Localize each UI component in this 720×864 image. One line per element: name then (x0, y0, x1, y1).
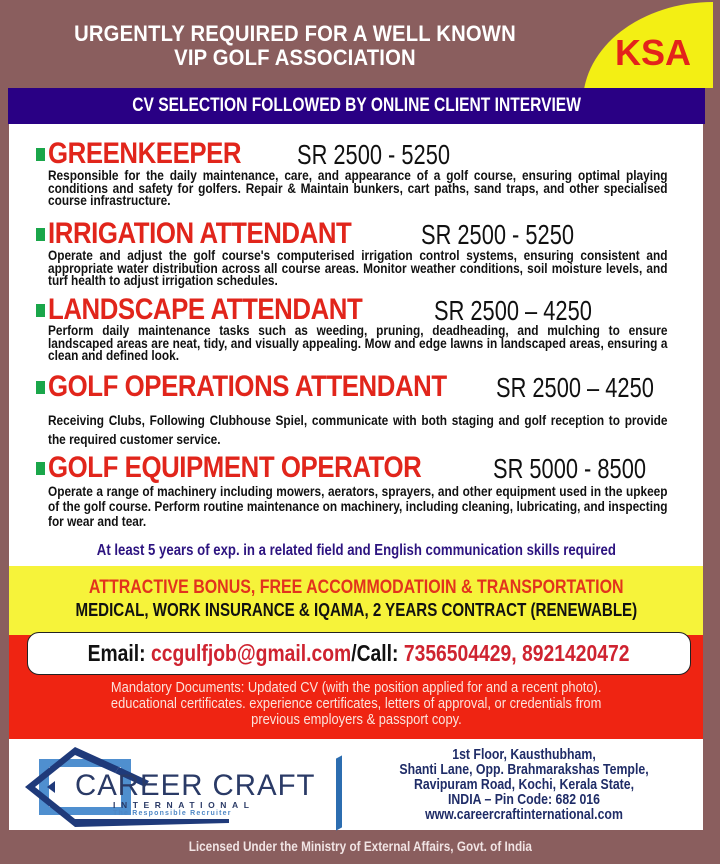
green-bullet-icon (36, 148, 45, 161)
job-title: IRRIGATION ATTENDANT (48, 217, 352, 250)
address-line-3: Ravipuram Road, Kochi, Kerala State, (413, 776, 635, 793)
address-line-4: INDIA – Pin Code: 682 016 (448, 791, 600, 808)
job-item-irrigation-attendant (9, 216, 703, 288)
documents-line-3: previous employers & passport copy. (250, 711, 462, 728)
company-tagline: The Responsible Recruiter (113, 810, 232, 817)
company-logo (19, 747, 316, 827)
experience-requirement-text: At least 5 years of exp. in a related field and English communication skills required (96, 542, 616, 559)
benefits-line-2 (9, 600, 703, 621)
benefits-line-2-text: MEDICAL, WORK INSURANCE & IQAMA, 2 YEARS CONTRACT (RENEWABLE) (75, 600, 637, 620)
license-notice (0, 838, 720, 854)
job-salary: SR 2500 - 5250 (421, 219, 574, 250)
contact-separator: / (351, 640, 358, 666)
documents-line-1: Mandatory Documents: Updated CV (with the position applied for and a recent photo). (110, 679, 602, 696)
job-item-golf-operations-attendant (9, 369, 703, 447)
job-title: LANDSCAPE ATTENDANT (48, 293, 363, 326)
headline (24, 22, 567, 70)
job-item-golf-equipment-operator (9, 450, 703, 529)
contact-box (27, 632, 691, 675)
green-bullet-icon (36, 381, 45, 394)
address-line-2: Shanti Lane, Opp. Brahmarakshas Temple, (399, 761, 649, 778)
green-bullet-icon (36, 304, 45, 317)
headline-line-2: VIP GOLF ASSOCIATION (174, 45, 416, 70)
headline-line-1: URGENTLY REQUIRED FOR A WELL KNOWN (74, 21, 516, 46)
job-title: GOLF EQUIPMENT OPERATOR (48, 451, 422, 484)
job-description: Receiving Clubs, Following Clubhouse Spiel, communicate with both staging and golf reception to provide the required customer service. (48, 413, 668, 447)
job-item-greenkeeper (9, 136, 703, 208)
website-link[interactable]: www.careercraftinternational.com (425, 806, 623, 823)
job-title: GOLF OPERATIONS ATTENDANT (48, 370, 447, 403)
email-label: Email: (88, 640, 152, 666)
job-item-landscape-attendant (9, 292, 703, 363)
green-bullet-icon (36, 462, 45, 475)
job-description: Perform daily maintenance tasks such as weeding, pruning, deadheading, and mulching to ensure landscaped areas are neat, tidy, and visually appealing. Mow and edge lawns in landscaped areas, ensuring a clean and defined look. (48, 323, 668, 363)
email-link[interactable]: ccgulfjob@gmail.com (151, 640, 352, 666)
benefits-line-1-text: ATTRACTIVE BONUS, FREE ACCOMMODATIOIN & TRANSPORTATION (88, 577, 624, 598)
divider-line (336, 755, 342, 830)
job-salary: SR 2500 - 5250 (297, 139, 450, 170)
job-salary: SR 2500 – 4250 (434, 295, 592, 326)
job-list (9, 124, 703, 566)
phone-numbers[interactable]: 7356504429, 8921420472 (404, 640, 630, 666)
green-bullet-icon (36, 228, 45, 241)
job-salary: SR 5000 - 8500 (493, 453, 646, 484)
license-text: Licensed Under the Ministry of External Affairs, Govt. of India (188, 838, 532, 854)
selection-process-text: CV SELECTION FOLLOWED BY ONLINE CLIENT INTERVIEW (132, 95, 581, 116)
header (0, 0, 720, 88)
address-line-1: 1st Floor, Kausthubham, (452, 746, 596, 763)
job-description: Operate a range of machinery including mowers, aerators, sprayers, and other equipment used in the upkeep of the golf course. Perform routine maintenance on machinery, including cleaning, lubricating, and inspecting for wear and tear. (48, 484, 668, 529)
job-description: Operate and adjust the golf course's computerised irrigation control systems, ensuring consistent and appropriate water distribution across all course areas. Monitor weather conditions, soil moisture levels, and turf health to adjust irrigation schedules. (48, 248, 668, 288)
company-address (364, 747, 684, 822)
company-subtitle: INTERNATIONAL (113, 800, 255, 810)
call-label: Call: (357, 640, 405, 666)
country-badge-text: KSA (614, 32, 691, 73)
company-name: CAREER CRAFT (75, 769, 316, 802)
experience-requirement (9, 542, 703, 560)
job-title: GREENKEEPER (48, 137, 242, 170)
mandatory-documents (9, 680, 703, 728)
documents-line-2: educational certificates. experience certificates, letters of approval, or credentials from (110, 695, 602, 712)
job-description: Responsible for the daily maintenance, care, and appearance of a golf course, ensuring optimal playing conditions and safety for golfers. Repair & Maintain bunkers, cart paths, sand traps, and other specialised course infrastructure. (48, 168, 668, 208)
job-salary: SR 2500 – 4250 (496, 372, 654, 403)
company-footer (9, 739, 703, 830)
selection-process-bar (8, 88, 705, 124)
benefits-line-1 (9, 577, 703, 599)
